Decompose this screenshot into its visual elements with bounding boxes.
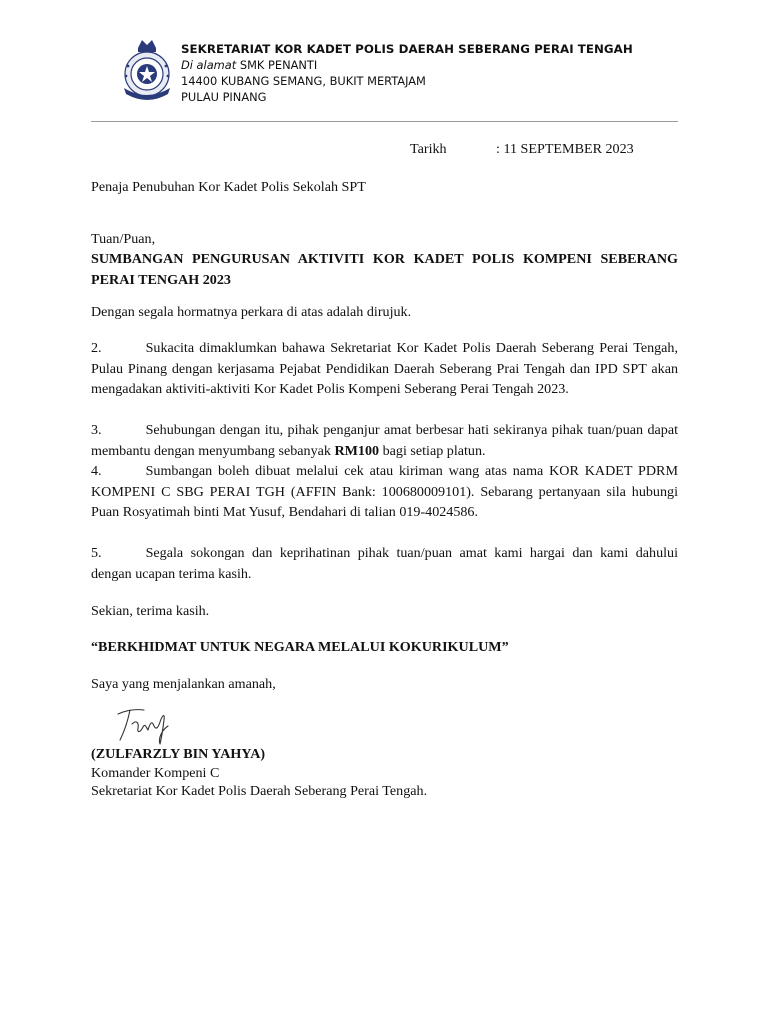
letterhead-address-1 <box>181 57 633 73</box>
paragraph-2 <box>91 338 678 400</box>
intro-paragraph: Dengan segala hormatnya perkara di atas adalah dirujuk. <box>91 304 412 320</box>
address-prefix: Di alamat <box>181 58 237 72</box>
paragraph-3 <box>91 420 678 461</box>
closing-line: Sekian, terima kasih. <box>91 603 210 619</box>
paragraph-number: 3. <box>91 422 102 438</box>
date-label: Tarikh <box>410 141 447 157</box>
signature-image <box>112 700 182 748</box>
salutation: Tuan/Puan, <box>91 231 156 247</box>
school-name: SMK PENANTI <box>239 58 318 72</box>
letterhead-address-2: 14400 KUBANG SEMANG, BUKIT MERTAJAM <box>181 74 426 88</box>
paragraph-text: Sukacita dimaklumkan bahawa Sekretariat Kor Kadet Polis Daerah Seberang Perai Tengah, Pulau Pinang dengan kerjasama Pejabat Pendidikan Daerah Seberang Prai Tengah dan IPD SPT akan mengadakan aktiviti-aktiviti Kor Kadet Polis Kompeni Seberang Perai Tengah 2023. <box>91 340 678 398</box>
letterhead-org: SEKRETARIAT KOR KADET POLIS DAERAH SEBERANG PERAI TENGAH <box>181 42 633 56</box>
letterhead <box>181 41 633 105</box>
letterhead-address-3: PULAU PINANG <box>181 90 267 104</box>
signer-org: Sekretariat Kor Kadet Polis Daerah Seberang Perai Tengah. <box>91 783 428 799</box>
paragraph-number: 4. <box>91 463 102 479</box>
police-crest-icon <box>116 36 178 102</box>
paragraph-text: Sumbangan boleh dibuat melalui cek atau kiriman wang atas nama KOR KADET PDRM KOMPENI C SBG PERAI TGH (AFFIN Bank: 100680009101). Sebarang pertanyaan sila hubungi Puan Rosyatimah binti Mat Yusuf, Bendahari di talian 019-4024586. <box>91 463 678 521</box>
contribution-amount: RM100 <box>334 442 380 459</box>
paragraph-text: Segala sokongan dan keprihatinan pihak tuan/puan amat kami hargai dan kami dahului dengan ucapan terima kasih. <box>91 545 678 582</box>
signer-title: Komander Kompeni C <box>91 765 220 781</box>
sign-off: Saya yang menjalankan amanah, <box>91 676 276 692</box>
motto: “BERKHIDMAT UNTUK NEGARA MELALUI KOKURIKULUM” <box>91 639 509 655</box>
date-value: : 11 SEPTEMBER 2023 <box>496 141 634 157</box>
paragraph-4 <box>91 461 678 523</box>
signer-name: (ZULFARZLY BIN YAHYA) <box>91 746 266 762</box>
subject-heading: SUMBANGAN PENGURUSAN AKTIVITI KOR KADET POLIS KOMPENI SEBERANG PERAI TENGAH 2023 <box>91 251 678 288</box>
paragraph-number: 2. <box>91 340 102 356</box>
paragraph-number: 5. <box>91 545 102 561</box>
recipient: Penaja Penubuhan Kor Kadet Polis Sekolah SPT <box>91 179 366 195</box>
paragraph-5 <box>91 543 678 584</box>
paragraph-text: Sehubungan dengan itu, pihak penganjur amat berbesar hati sekiranya pihak tuan/puan dapat membantu dengan menyumbang sebanyak <box>91 422 678 459</box>
paragraph-text: bagi setiap platun. <box>379 442 486 459</box>
header-divider <box>91 121 678 122</box>
